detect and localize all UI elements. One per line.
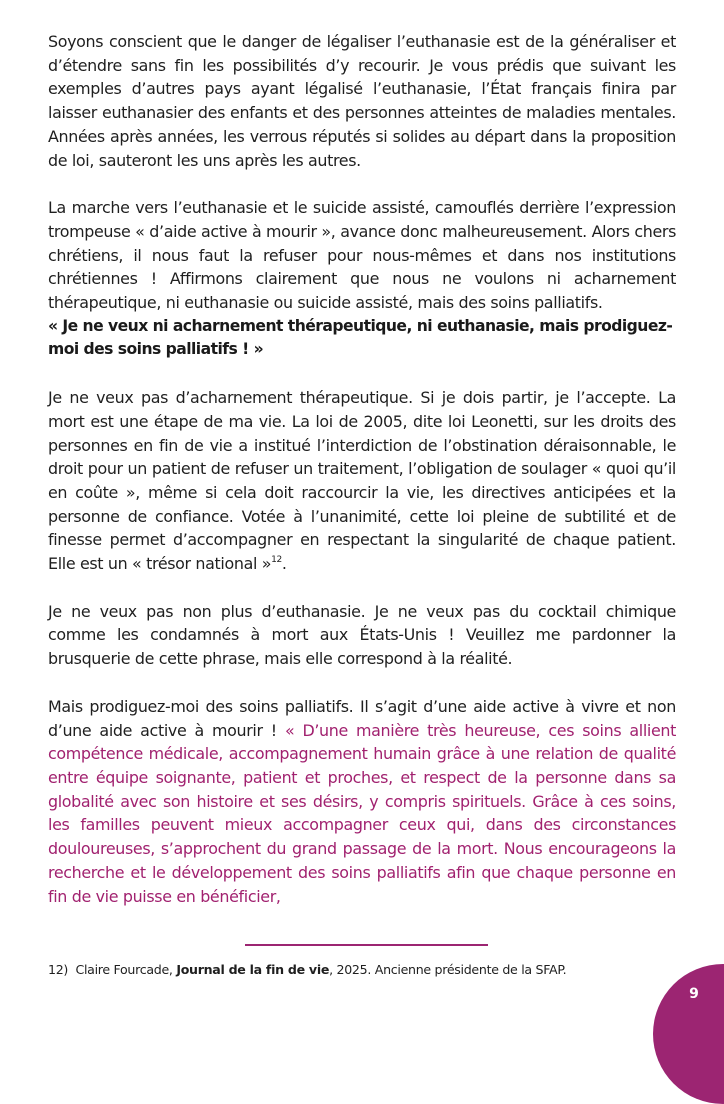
footnote [48,962,648,978]
paragraph-euthanasia-danger: Soyons conscient que le danger de légaliser l’euthanasie est de la généraliser et d’étendre sans fin les possibilités d’y recourir. Je vous prédis que suivant les exemples d’autres pays ayant légalisé l’euthanasie, l’État français finira par laisser euthanasier des enfants et des personnes atteintes de maladies mentales. Années après années, les verrous réputés si solides au départ dans la proposition de loi, sauteront les uns après les autres. [48,32,676,170]
page-body [48,30,676,908]
section-heading: « Je ne veux ni acharnement thérapeutique, ni euthanasie, mais prodiguez-moi des soins palliatifs ! » [48,316,673,359]
page-number: 9 [689,986,699,1002]
paragraph-assisted-suicide: La marche vers l’euthanasie et le suicide assisté, camouflés derrière l’expression trompeuse « d’aide active à mourir », avance donc malheureusement. Alors chers chrétiens, il nous faut la refuser pour nous-mêmes et dans nos institutions chrétiennes ! Affirmons clairement que nous ne voulons ni acharnement thérapeutique, ni euthanasie ou suicide assisté, mais des soins palliatifs. [48,198,676,313]
footnote-reference: 12 [271,555,282,566]
paragraph-palliative-intro: Mais prodiguez-moi des soins palliatifs. Il s’agit d’une aide active à vivre et non d’une aide active à mourir ! [48,696,676,740]
footnote-author: Claire Fourcade, [75,962,177,977]
palliative-care-quote: « D’une manière très heureuse, ces soins allient compétence médicale, accompagnement humain grâce à une relation de qualité entre équipe soignante, patient et proches, et respect de la personne dans sa globalité avec son histoire et ses désirs, y compris spirituels. Grâce à ces soins, les familles peuvent mieux accompagner ceux qui, dans des circonstances douloureuses, s’approchent du grand passage de la mort. Nous encourageons la recherche et le développement des soins palliatifs afin que chaque personne en fin de vie puisse en bénéficier, [48,720,676,906]
footnote-divider [245,944,488,946]
footnote-number: 12) [48,962,69,977]
paragraph-leonetti-text: Je ne veux pas d’acharnement thérapeutique. Si je dois partir, je l’accepte. La mort est une étape de ma vie. La loi de 2005, dite loi Leonetti, sur les droits des personnes en fin de vie a institué l’interdiction de l’obstination déraisonnable, le droit pour un patient de refuser un traitement, l’obligation de soulager « quoi qu’il en coûte », même si cela doit raccourcir la vie, les directives anticipées et la personne de confiance. Votée à l’unanimité, cette loi pleine de subtilité et de finesse permet d’accompagner en respectant la singularité de chaque patient. Elle est un « trésor national » [48,388,676,574]
paragraph-no-euthanasia: Je ne veux pas non plus d’euthanasie. Je ne veux pas du cocktail chimique comme les condamnés à mort aux États-Unis ! Veuillez me pardonner la brusquerie de cette phrase, mais elle correspond à la réalité. [48,601,676,669]
footnote-details: , 2025. Ancienne présidente de la SFAP. [329,962,567,977]
page-number-tab [653,964,724,1104]
footnote-source-title: Journal de la fin de vie [176,962,330,977]
paragraph-palliative-care [48,695,676,908]
paragraph-therapeutic-obstinacy [48,386,676,576]
paragraph-end-punctuation: . [281,554,287,574]
